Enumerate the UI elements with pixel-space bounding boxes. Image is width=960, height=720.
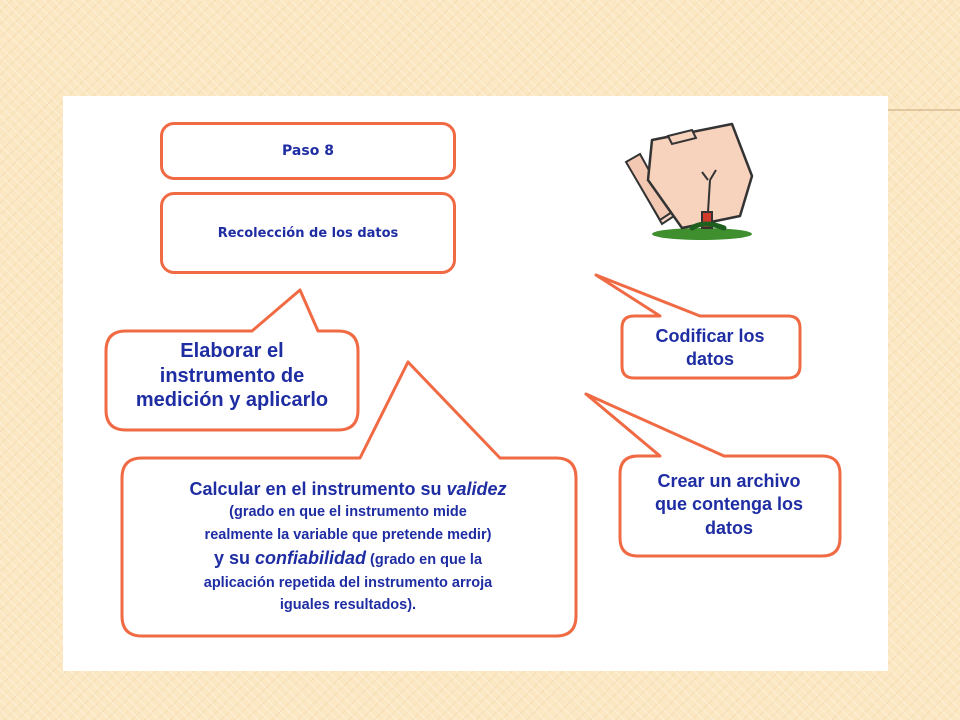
paso-box <box>160 122 456 180</box>
crear-line-3: datos <box>704 517 753 538</box>
calcular-line-2: (grado en que el instrumento mide <box>229 504 467 521</box>
calcular-line-5: aplicación repetida del instrumento arroja <box>203 574 493 591</box>
callout-codificar-text <box>624 318 796 378</box>
codificar-line-2: datos <box>685 349 734 369</box>
calcular-line-3: realmente la variable que pretende medir) <box>204 526 492 543</box>
calcular-validez: validez <box>446 479 507 500</box>
calcular-line-4 <box>214 546 482 571</box>
crear-line-2: que contenga los <box>654 494 804 515</box>
calcular-line-1 <box>189 477 506 501</box>
crear-line-1: Crear un archivo <box>657 470 801 491</box>
elaborar-line-1: Elaborar el <box>180 340 284 363</box>
folder-clipart-icon <box>612 120 762 244</box>
paso-label: Paso 8 <box>282 143 334 159</box>
elaborar-line-3: medición y aplicarlo <box>135 389 329 412</box>
callout-elaborar-text <box>112 330 352 422</box>
callout-calcular-text <box>128 464 568 630</box>
calcular-line-4-rest: (grado en que la <box>366 552 483 569</box>
recoleccion-label: Recolección de los datos <box>217 225 399 241</box>
calcular-line-1-main: Calcular en el instrumento su <box>189 479 447 500</box>
calcular-confiabilidad: confiabilidad <box>255 548 367 569</box>
codificar-line-1: Codificar los <box>655 325 765 346</box>
calcular-line-6: iguales resultados). <box>279 597 417 614</box>
calcular-line-4-main: y su <box>213 548 255 569</box>
elaborar-line-2: instrumento de <box>159 364 305 387</box>
callout-crear-text <box>624 458 834 552</box>
recoleccion-box <box>160 192 456 274</box>
